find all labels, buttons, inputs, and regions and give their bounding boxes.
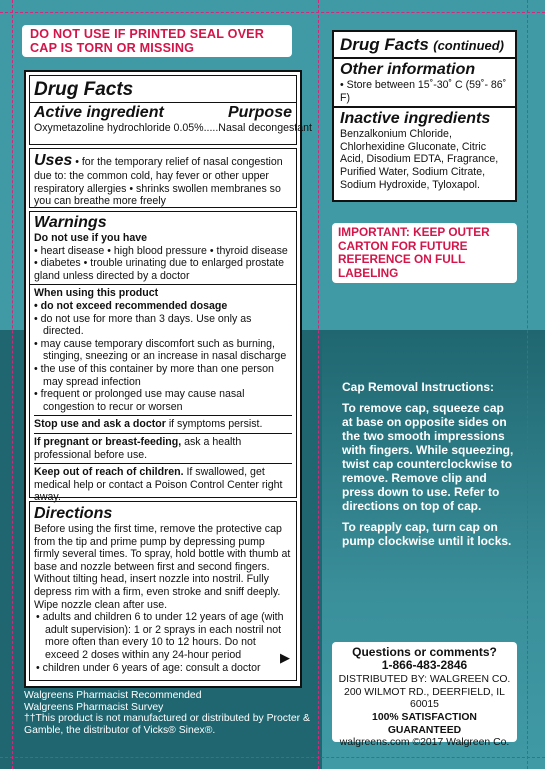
inactive-ingredients-heading: Inactive ingredients bbox=[340, 110, 491, 128]
website-line: walgreens.com ©2017 Walgreen Co. bbox=[339, 737, 510, 749]
directions-section bbox=[29, 501, 297, 681]
when-using-item: • may cause temporary discomfort such as burning, stinging, sneezing or an increase in nasal discharge bbox=[34, 337, 287, 363]
when-using-item: • frequent or prolonged use may cause nasal congestion to recur or worsen bbox=[34, 388, 292, 416]
questions-label: Questions or comments? bbox=[352, 645, 497, 659]
inactive-ingredients-text: Benzalkonium Chloride, Chlorhexidine Gluconate, Citric Acid, Disodium EDTA, Fragrance, Purified Water, Sodium Citrate, Sodium Hydroxide, Tyloxapol. bbox=[340, 128, 499, 191]
directions-item: • adults and children 6 to under 12 years of age (with adult supervision): 1 or 2 sprays in each nostril not more often than every 10 to 12 hours. Do not exceed 2 doses within any 24-hour period bbox=[36, 611, 284, 661]
uses-text: • for the temporary relief of nasal congestion due to: the common cold, hay fever or other upper respiratory allergies • shrinks swollen membranes so you can breathe more freely bbox=[34, 156, 283, 208]
stop-use-line: Stop use and ask a doctor if symptoms persist. bbox=[34, 416, 292, 434]
fold-line bbox=[12, 0, 13, 769]
storage-text: • Store between 15˚-30˚ C (59˚- 86˚ F) bbox=[340, 79, 507, 104]
drug-facts-title: Drug Facts bbox=[34, 79, 134, 100]
cap-removal-instructions bbox=[342, 380, 514, 555]
do-not-use-heading: Do not use if you have bbox=[34, 232, 148, 244]
continued-label: (continued) bbox=[433, 38, 505, 53]
warnings-section bbox=[29, 211, 297, 504]
directions-heading: Directions bbox=[34, 505, 113, 522]
other-information-heading: Other information bbox=[340, 61, 476, 78]
contact-box bbox=[332, 642, 517, 749]
when-using-item: • do not use for more than 3 days. Use only as directed. bbox=[34, 312, 252, 338]
keep-out-of-reach-line: Keep out of reach of children. If swallowed, get medical help or contact a Poison Control Center right away. bbox=[34, 466, 283, 504]
continue-arrow-icon: ▶ bbox=[280, 650, 290, 665]
when-using-item: • do not exceed recommended dosage bbox=[34, 299, 228, 312]
fold-line bbox=[0, 757, 545, 758]
uses-section bbox=[29, 148, 297, 208]
do-not-use-line: • diabetes • trouble urinating due to enlarged prostate gland unless directed by a doctor bbox=[30, 257, 296, 285]
active-ingredient-section bbox=[29, 75, 312, 145]
directions-item: • children under 6 years of age: consult a doctor bbox=[36, 661, 261, 674]
cap-removal-heading: Cap Removal Instructions: bbox=[342, 380, 495, 394]
warnings-heading: Warnings bbox=[34, 214, 107, 231]
address-line: 200 WILMOT RD., DEERFIELD, IL 60015 bbox=[344, 686, 505, 711]
fold-line bbox=[318, 0, 319, 769]
when-using-heading: When using this product bbox=[34, 287, 159, 300]
seal-warning: DO NOT USE IF PRINTED SEAL OVER CAP IS TORN OR MISSING bbox=[22, 25, 292, 57]
phone-number: 1-866-483-2846 bbox=[381, 657, 468, 672]
footer bbox=[24, 690, 314, 736]
fold-line bbox=[527, 0, 528, 769]
pregnancy-line: If pregnant or breast-feeding, ask a health professional before use. bbox=[34, 434, 292, 464]
drug-facts-panel bbox=[24, 70, 312, 688]
distributor-line: DISTRIBUTED BY: WALGREEN CO. bbox=[338, 674, 511, 686]
guarantee-line: 100% SATISFACTION GUARANTEED bbox=[372, 711, 477, 736]
footer-disclaimer: ††This product is not manufactured or distributed by Procter & Gamble, the distributor of Vicks® Sinex®. bbox=[24, 713, 310, 736]
important-notice: IMPORTANT: KEEP OUTER CARTON FOR FUTURE REFERENCE ON FULL LABELING bbox=[332, 223, 517, 283]
cap-reapply-text: To reapply cap, turn cap on pump clockwise until it locks. bbox=[342, 520, 512, 548]
drug-facts-continued-panel bbox=[332, 30, 517, 202]
active-ingredient-line: Oxymetazoline hydrochloride 0.05%.....Nasal decongestant bbox=[34, 122, 312, 134]
fold-line bbox=[0, 12, 545, 13]
uses-heading: Uses bbox=[34, 152, 73, 169]
drug-facts-title: Drug Facts bbox=[340, 35, 429, 54]
do-not-use-line: • heart disease • high blood pressure • thyroid disease bbox=[34, 244, 288, 257]
active-ingredient-heading: Active ingredient bbox=[34, 104, 164, 121]
directions-text: Before using the first time, remove the protective cap from the tip and prime pump by depressing pump firmly several times. To spray, hold bottle with thumb at base and nozzle between first and second fingers. Without tilting head, insert nozzle into nostril. Fully depress rim with a firm, even stroke and sniff deeply. Wipe nozzle clean after use. bbox=[34, 523, 291, 611]
purpose-heading: Purpose bbox=[227, 104, 292, 121]
when-using-item: • the use of this container by more than one person may spread infection bbox=[34, 362, 274, 388]
cap-removal-text: To remove cap, squeeze cap at base on opposite sides on the two smooth impressions with fingers. While squeezing, twist cap counterclockwise to remove. Remove clip and press down to use. Refer to directions on top of cap. bbox=[342, 401, 514, 513]
footer-line: Walgreens Pharmacist Survey bbox=[24, 701, 164, 713]
footer-line: Walgreens Pharmacist Recommended bbox=[24, 690, 202, 701]
